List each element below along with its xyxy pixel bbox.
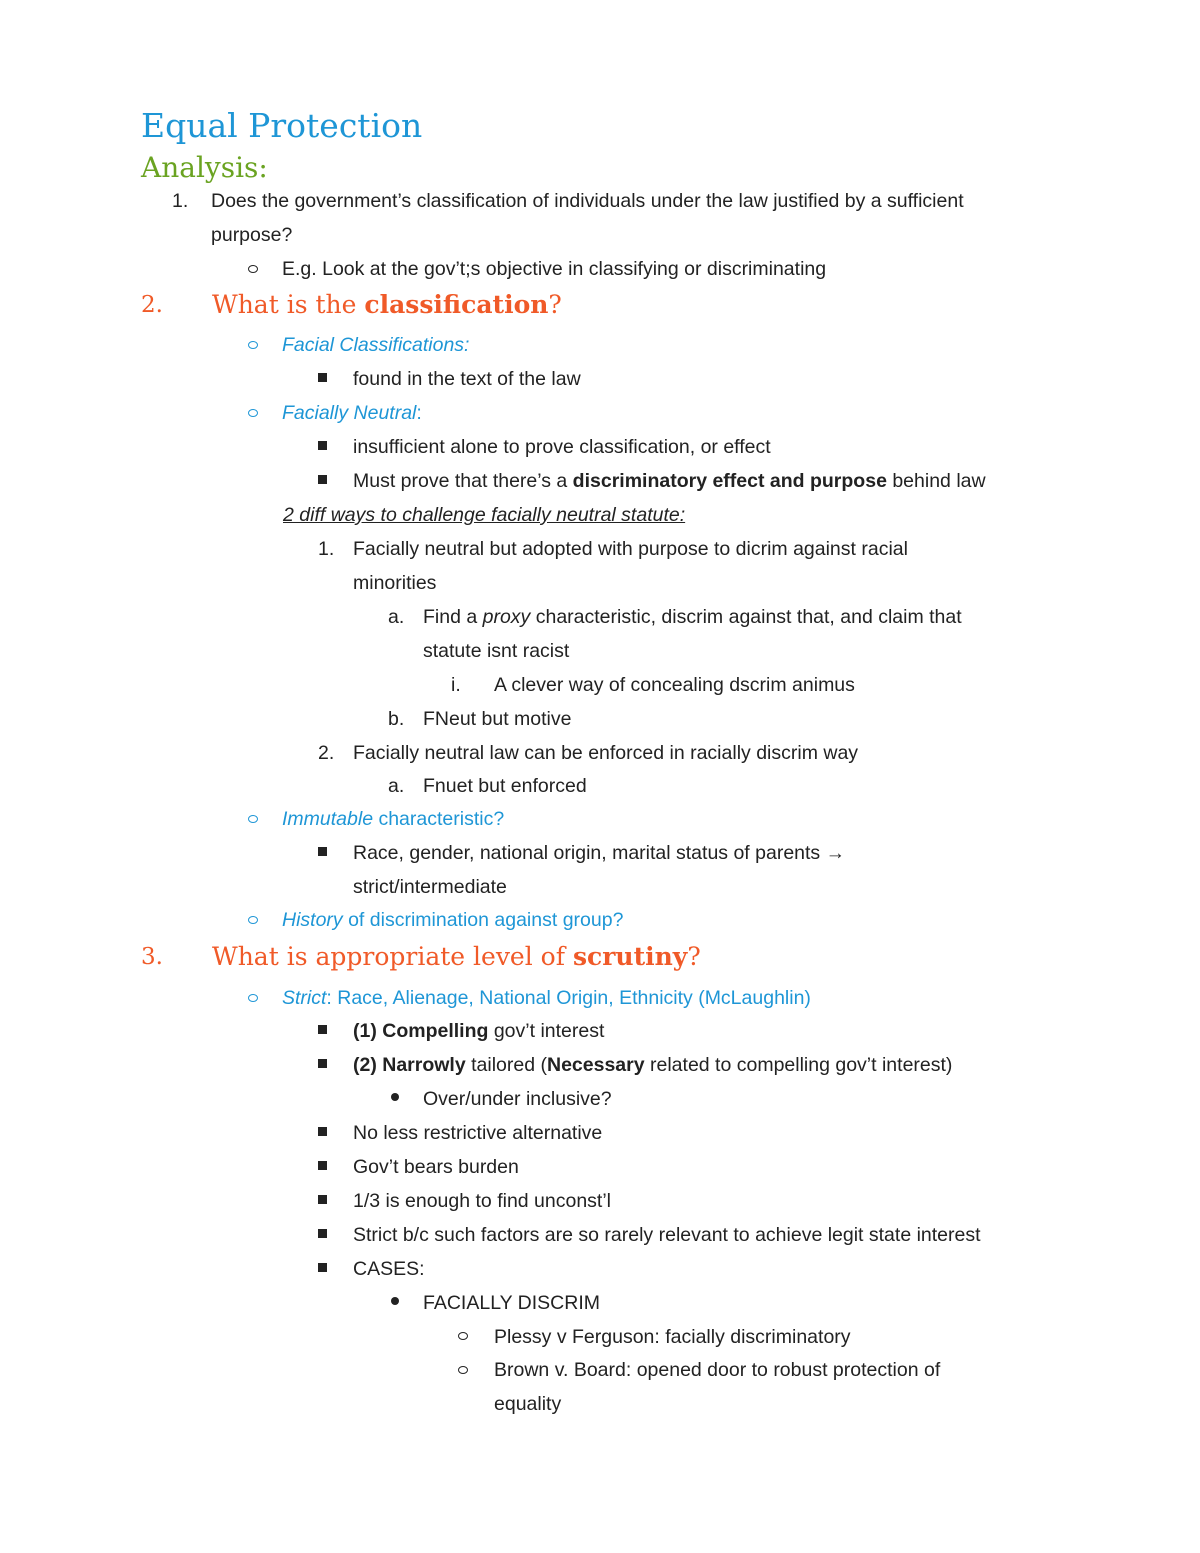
strict-item7: CASES: — [353, 1258, 425, 1280]
way1-a-line2: statute isnt racist — [423, 640, 570, 662]
hollow-circle-bullet-icon — [458, 1366, 468, 1374]
square-bullet-icon — [318, 1127, 327, 1136]
square-bullet-icon — [318, 441, 327, 450]
way1-line2: minorities — [353, 572, 437, 594]
strict-item2-mid: tailored ( — [465, 1054, 547, 1076]
q3-heading-bold: scrutiny — [572, 942, 688, 971]
q2-heading — [212, 289, 562, 321]
q1-number: 1. — [172, 190, 189, 212]
fn-item1: insufficient alone to prove classification, or effect — [353, 436, 771, 458]
challenge-heading: 2 diff ways to challenge facially neutral statute: — [283, 504, 686, 526]
facial-classifications-item: found in the text of the law — [353, 368, 581, 390]
square-bullet-icon — [318, 475, 327, 484]
strict-item3: No less restrictive alternative — [353, 1122, 603, 1144]
history-label — [282, 907, 623, 933]
way1-a-i-number: i. — [451, 674, 461, 696]
hollow-circle-bullet-icon — [458, 1332, 468, 1340]
facially-neutral-label — [282, 400, 422, 426]
immutable-italic: Immutable — [282, 808, 374, 830]
square-bullet-icon — [318, 1229, 327, 1238]
hollow-circle-bullet-icon — [248, 916, 258, 924]
fn-item2-prefix: Must prove that there’s a — [353, 470, 573, 492]
q2-heading-bold: classification — [364, 290, 549, 319]
q3-heading — [212, 941, 701, 973]
way1-b: FNeut but motive — [423, 708, 572, 730]
square-bullet-icon — [318, 1263, 327, 1272]
square-bullet-icon — [318, 847, 327, 856]
case2-line2: equality — [494, 1393, 562, 1415]
immutable-item-line2: strict/intermediate — [353, 876, 507, 898]
immutable-label — [282, 806, 504, 832]
case1: Plessy v Ferguson: facially discriminatory — [494, 1326, 851, 1348]
hollow-circle-bullet-icon — [248, 265, 258, 273]
way1-a-italic: proxy — [482, 606, 531, 628]
immutable-item-line1: Race, gender, national origin, marital status of parents → — [353, 842, 846, 864]
hollow-circle-bullet-icon — [248, 341, 258, 349]
way2-a-number: a. — [388, 775, 405, 797]
square-bullet-icon — [318, 373, 327, 382]
q1-text-line1: Does the government’s classification of individuals under the law justified by a sufficient — [211, 190, 964, 212]
strict-rest: : Race, Alienage, National Origin, Ethnicity (McLaughlin) — [326, 987, 811, 1009]
strict-label — [282, 985, 811, 1011]
q3-heading-suffix: ? — [687, 942, 701, 971]
way2-number: 2. — [318, 742, 335, 764]
way1-a-number: a. — [388, 606, 405, 628]
facially-neutral-colon: : — [416, 402, 422, 424]
strict-item2-sub: Over/under inclusive? — [423, 1088, 612, 1110]
way1-a-i: A clever way of concealing dscrim animus — [494, 674, 855, 696]
q3-number: 3. — [141, 944, 163, 970]
strict-item1-rest: gov’t interest — [488, 1020, 605, 1042]
fn-item2-suffix: behind law — [886, 470, 986, 492]
strict-item2-bold2: Necessary — [547, 1054, 645, 1076]
q1-sub: E.g. Look at the gov’t;s objective in classifying or discriminating — [282, 258, 827, 280]
facial-classifications-label: Facial Classifications: — [282, 334, 470, 356]
hollow-circle-bullet-icon — [248, 815, 258, 823]
square-bullet-icon — [318, 1025, 327, 1034]
history-rest: of discrimination against group? — [342, 909, 624, 931]
hollow-circle-bullet-icon — [248, 409, 258, 417]
fn-item2-bold: discriminatory effect and purpose — [572, 470, 887, 492]
way1-a-prefix: Find a — [423, 606, 483, 628]
filled-dot-bullet-icon — [391, 1093, 399, 1101]
q1-text-line2: purpose? — [211, 224, 293, 246]
analysis-heading: Analysis: — [141, 151, 268, 184]
strict-item4: Gov’t bears burden — [353, 1156, 519, 1178]
immutable-rest: characteristic? — [373, 808, 505, 830]
strict-item6: Strict b/c such factors are so rarely relevant to achieve legit state interest — [353, 1224, 981, 1246]
strict-item2-rest: related to compelling gov’t interest) — [644, 1054, 953, 1076]
q2-number: 2. — [141, 292, 163, 318]
square-bullet-icon — [318, 1059, 327, 1068]
way1-number: 1. — [318, 538, 335, 560]
way1-a-suffix: characteristic, discrim against that, and claim that — [530, 606, 962, 628]
fn-item2 — [353, 468, 986, 494]
history-italic: History — [282, 909, 343, 931]
way1-a-line1 — [423, 604, 962, 630]
facially-neutral-italic: Facially Neutral — [282, 402, 417, 424]
square-bullet-icon — [318, 1161, 327, 1170]
hollow-circle-bullet-icon — [248, 994, 258, 1002]
strict-item1-bold: (1) Compelling — [353, 1020, 489, 1042]
strict-item2 — [353, 1052, 952, 1078]
q3-heading-prefix: What is appropriate level of — [212, 942, 573, 971]
way1-b-number: b. — [388, 708, 405, 730]
document-title: Equal Protection — [141, 106, 423, 145]
way2: Facially neutral law can be enforced in racially discrim way — [353, 742, 859, 764]
case2-line1: Brown v. Board: opened door to robust protection of — [494, 1359, 941, 1381]
q2-heading-suffix: ? — [548, 290, 562, 319]
cases-sub: FACIALLY DISCRIM — [423, 1292, 600, 1314]
square-bullet-icon — [318, 1195, 327, 1204]
q2-heading-prefix: What is the — [212, 290, 365, 319]
strict-item2-bold: (2) Narrowly — [353, 1054, 466, 1076]
way1-line1: Facially neutral but adopted with purpose to dicrim against racial — [353, 538, 908, 560]
strict-item5: 1/3 is enough to find unconst’l — [353, 1190, 612, 1212]
strict-item1 — [353, 1018, 604, 1044]
filled-dot-bullet-icon — [391, 1297, 399, 1305]
way2-a: Fnuet but enforced — [423, 775, 587, 797]
strict-italic: Strict — [282, 987, 327, 1009]
